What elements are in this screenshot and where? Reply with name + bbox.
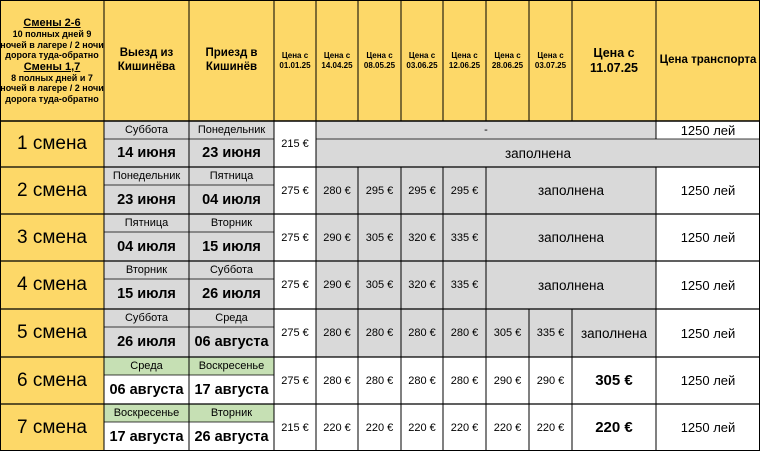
price-cell: 280 € [358,357,401,404]
price-cell: 290 € [316,214,358,261]
price-cell: 295 € [401,167,443,214]
shift-name: 7 смена [0,404,104,451]
shifts-group-a-desc: 10 полных дней 9 ночей в лагере / 2 ночи дорога туда-обратно [0,29,104,61]
status-filled: заполнена [316,139,760,167]
arrival-date: 15 июля [189,232,274,261]
arrival-day: Пятница [189,167,274,185]
departure-date: 06 августа [104,375,189,404]
shift-name: 2 смена [0,167,104,214]
price-cell: 275 € [274,309,316,357]
price-cell: 280 € [443,309,486,357]
arrival-date: 26 августа [189,422,274,451]
price-cell: 305 € [358,261,401,309]
price-cell: 215 € [274,404,316,451]
departure-day: Среда [104,357,189,375]
empty-dash: - [316,121,656,139]
shift-name: 3 смена [0,214,104,261]
departure-date: 17 августа [104,422,189,451]
price-header: Цена с 12.06.25 [443,0,486,121]
price-cell: 280 € [401,309,443,357]
shifts-group-a-title: Смены 2-6 [23,16,81,29]
price-cell: 335 € [529,309,572,357]
arrival-date: 23 июня [189,139,274,167]
status-filled: заполнена [486,214,656,261]
departure-date: 04 июля [104,232,189,261]
departure-date: 14 июня [104,139,189,167]
price-cell: 290 € [486,357,529,404]
departure-day: Суббота [104,309,189,327]
price-cell: 335 € [443,261,486,309]
departure-day: Суббота [104,121,189,139]
shifts-group-b-desc: 8 полных дней и 7 ночей в лагере / 2 ночи дорога туда-обратно [0,73,104,104]
departure-day: Понедельник [104,167,189,185]
depart-header: Выезд из Кишинёва [104,0,189,121]
price-cell: 220 € [529,404,572,451]
shift-groups-cell [0,0,104,121]
arrival-date: 17 августа [189,375,274,404]
transport-price: 1250 лей [656,357,760,404]
transport-price: 1250 лей [656,404,760,451]
price-current: 305 € [572,357,656,404]
price-cell: 295 € [358,167,401,214]
arrival-date: 04 июля [189,185,274,214]
price-current: 220 € [572,404,656,451]
transport-price: 1250 лей [656,261,760,309]
price-cell: 335 € [443,214,486,261]
price-cell: 220 € [443,404,486,451]
transport-price: 1250 лей [656,121,760,139]
status-filled: заполнена [486,167,656,214]
price-cell: 220 € [316,404,358,451]
price-cell: 320 € [401,214,443,261]
price-cell: 280 € [358,309,401,357]
price-cell: 220 € [358,404,401,451]
price-cell: 320 € [401,261,443,309]
shift-name: 4 смена [0,261,104,309]
price-header: Цена с 03.07.25 [529,0,572,121]
shift-name: 1 смена [0,121,104,167]
departure-day: Вторник [104,261,189,279]
departure-day: Пятница [104,214,189,232]
price-header: Цена с 14.04.25 [316,0,358,121]
price-cell: 275 € [274,357,316,404]
shifts-group-b-title: Смены 1,7 [23,60,81,73]
price-cell: 280 € [316,309,358,357]
transport-header: Цена транспорта [656,0,760,121]
arrival-date: 06 августа [189,327,274,357]
price-cell: 295 € [443,167,486,214]
arrival-day: Суббота [189,261,274,279]
price-cell: 275 € [274,214,316,261]
departure-date: 15 июля [104,279,189,309]
price-header: Цена с 01.01.25 [274,0,316,121]
transport-price: 1250 лей [656,167,760,214]
price-cell: 220 € [486,404,529,451]
arrival-day: Воскресенье [189,357,274,375]
price-cell: 280 € [443,357,486,404]
arrival-day: Понедельник [189,121,274,139]
transport-price: 1250 лей [656,214,760,261]
price-header: Цена с 28.06.25 [486,0,529,121]
price-header-last: Цена с 11.07.25 [572,0,656,121]
price-header: Цена с 03.06.25 [401,0,443,121]
price-cell: 280 € [316,357,358,404]
status-filled: заполнена [486,261,656,309]
shift-name: 6 смена [0,357,104,404]
arrival-day: Среда [189,309,274,327]
price-header: Цена с 08.05.25 [358,0,401,121]
price-cell: 215 € [274,121,316,167]
departure-date: 26 июля [104,327,189,357]
price-cell: 280 € [401,357,443,404]
arrival-date: 26 июля [189,279,274,309]
price-cell: 220 € [401,404,443,451]
arrive-header: Приезд в Кишинёв [189,0,274,121]
price-cell: 275 € [274,167,316,214]
transport-price: 1250 лей [656,309,760,357]
departure-date: 23 июня [104,185,189,214]
price-cell: 305 € [358,214,401,261]
price-cell: 305 € [486,309,529,357]
price-cell: 290 € [316,261,358,309]
price-cell: 275 € [274,261,316,309]
arrival-day: Вторник [189,404,274,422]
price-cell: 290 € [529,357,572,404]
price-cell: 280 € [316,167,358,214]
shift-name: 5 смена [0,309,104,357]
departure-day: Воскресенье [104,404,189,422]
arrival-day: Вторник [189,214,274,232]
status-filled: заполнена [572,309,656,357]
